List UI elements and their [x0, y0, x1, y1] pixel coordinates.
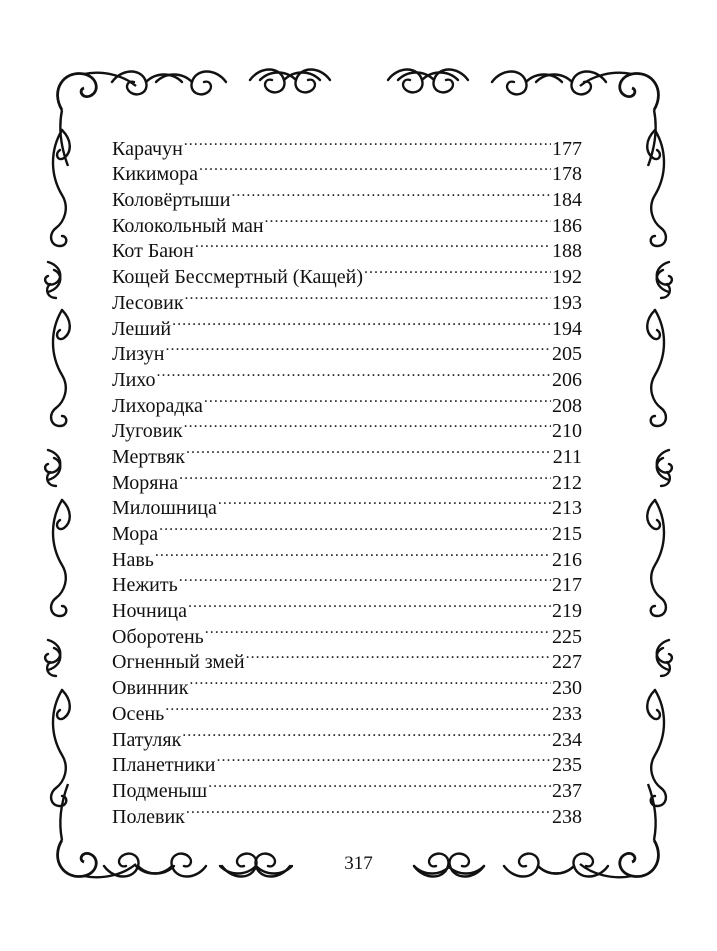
toc-entry-title: Оборотень — [112, 625, 204, 648]
toc-entry — [112, 129, 582, 160]
dot-leader — [204, 386, 551, 412]
toc-entry-title: Кощей Бессмертный (Кащей) — [112, 266, 364, 289]
toc-entry — [112, 591, 582, 623]
toc-entry-title: Леший — [112, 317, 172, 340]
toc-entry — [112, 386, 582, 417]
toc-entry — [112, 720, 582, 751]
toc-entry-page: 208 — [552, 394, 582, 417]
toc-entry-title: Огненный змей — [112, 651, 245, 674]
toc-entry-title: Лесовик — [112, 291, 184, 314]
toc-entry-page: 194 — [552, 317, 582, 340]
dot-leader — [216, 746, 551, 772]
dot-leader — [189, 668, 551, 694]
dot-leader — [246, 643, 551, 669]
dot-leader — [179, 566, 551, 592]
top-scroll-icon — [112, 70, 606, 95]
toc-entry-title: Мертвяк — [112, 445, 185, 468]
toc-entry-page: 216 — [552, 548, 582, 571]
dot-leader — [195, 232, 551, 258]
side-scroll-icon — [45, 130, 70, 806]
toc-entry-title: Патуляк — [112, 728, 182, 751]
toc-entry-title: Нежить — [112, 574, 178, 597]
toc-entry-page: 193 — [552, 291, 582, 314]
toc-entry — [112, 335, 582, 366]
toc-entry — [112, 540, 582, 571]
toc-entry — [112, 514, 582, 545]
toc-entry-title: Овинник — [112, 677, 189, 700]
toc-entry — [112, 694, 582, 725]
toc-entry-page: 227 — [552, 651, 582, 674]
toc-entry-page: 188 — [552, 240, 582, 263]
dot-leader — [165, 694, 551, 720]
dot-leader — [265, 206, 551, 232]
toc-entry-page: 205 — [552, 343, 582, 366]
dot-leader — [208, 771, 551, 797]
toc-entry-title: Коловёртыши — [112, 189, 231, 212]
toc-entry-page: 238 — [552, 805, 582, 828]
dot-leader — [157, 360, 551, 386]
toc-entry-title: Лихорадка — [112, 394, 203, 417]
dot-leader — [185, 283, 551, 309]
toc-entry-title: Кикимора — [112, 163, 198, 186]
toc-entry-page: 177 — [552, 137, 582, 160]
toc-entry-title: Моряна — [112, 471, 179, 494]
toc-entry-page: 230 — [552, 677, 582, 700]
toc-entry-page: 235 — [552, 754, 582, 777]
toc-entry-title: Лизун — [112, 343, 165, 366]
dot-leader — [155, 540, 551, 566]
toc-entry-title: Планетники — [112, 754, 216, 777]
dot-leader — [186, 437, 552, 463]
toc-entry-title: Карачун — [112, 137, 183, 160]
dot-leader — [165, 335, 551, 361]
toc-entry-page: 210 — [552, 420, 582, 443]
toc-entry-page: 213 — [552, 497, 582, 520]
dot-leader — [159, 514, 551, 540]
toc-entry-page: 215 — [552, 523, 582, 545]
dot-leader — [184, 129, 551, 155]
toc-entry-page: 233 — [552, 702, 582, 725]
toc-entry-page: 237 — [552, 779, 582, 802]
toc-entry-page: 225 — [552, 625, 582, 648]
toc-entry-page: 186 — [552, 214, 582, 237]
dot-leader — [172, 309, 551, 335]
toc-entry — [112, 566, 582, 597]
toc-entry-title: Колокольный ман — [112, 214, 264, 237]
dot-leader — [184, 412, 551, 438]
toc-entry-title: Подменыш — [112, 779, 208, 802]
side-scroll-icon — [647, 130, 672, 806]
toc-entry-title: Лихо — [112, 368, 156, 391]
toc-entry-title: Милошница — [112, 497, 217, 520]
toc-entry — [112, 309, 582, 340]
toc-entry-page: 234 — [552, 728, 582, 751]
toc-entry-title: Мора — [112, 523, 159, 545]
toc-entry — [112, 360, 582, 391]
dot-leader — [199, 155, 551, 181]
toc-entry-page: 184 — [552, 189, 582, 212]
page-number: 317 — [344, 853, 373, 874]
toc-entry-page: 211 — [552, 445, 582, 468]
toc-entry-page: 178 — [552, 163, 582, 186]
dot-leader — [182, 720, 551, 746]
toc-entry-page: 192 — [552, 266, 582, 289]
dot-leader — [364, 257, 551, 283]
toc-entry-title: Кот Баюн — [112, 240, 194, 263]
toc-entry-page: 217 — [552, 574, 582, 597]
toc-entry-title: Навь — [112, 548, 154, 571]
dot-leader — [231, 180, 551, 206]
toc-entry — [112, 746, 582, 777]
toc-entry-page: 206 — [552, 368, 582, 391]
dot-leader — [186, 797, 551, 823]
toc-entry-page: 219 — [552, 600, 582, 623]
toc-entry-page: 212 — [552, 471, 582, 494]
dot-leader — [188, 591, 551, 617]
dot-leader — [205, 617, 551, 643]
dot-leader — [179, 463, 551, 489]
toc-entry-title: Ночница — [112, 600, 187, 623]
toc-entry-title: Луговик — [112, 420, 183, 443]
toc-entry — [112, 463, 582, 494]
toc-entry — [112, 489, 582, 520]
table-of-contents — [112, 129, 582, 828]
toc-entry-title: Полевик — [112, 805, 185, 828]
dot-leader — [218, 489, 551, 515]
toc-entry-title: Осень — [112, 702, 165, 725]
